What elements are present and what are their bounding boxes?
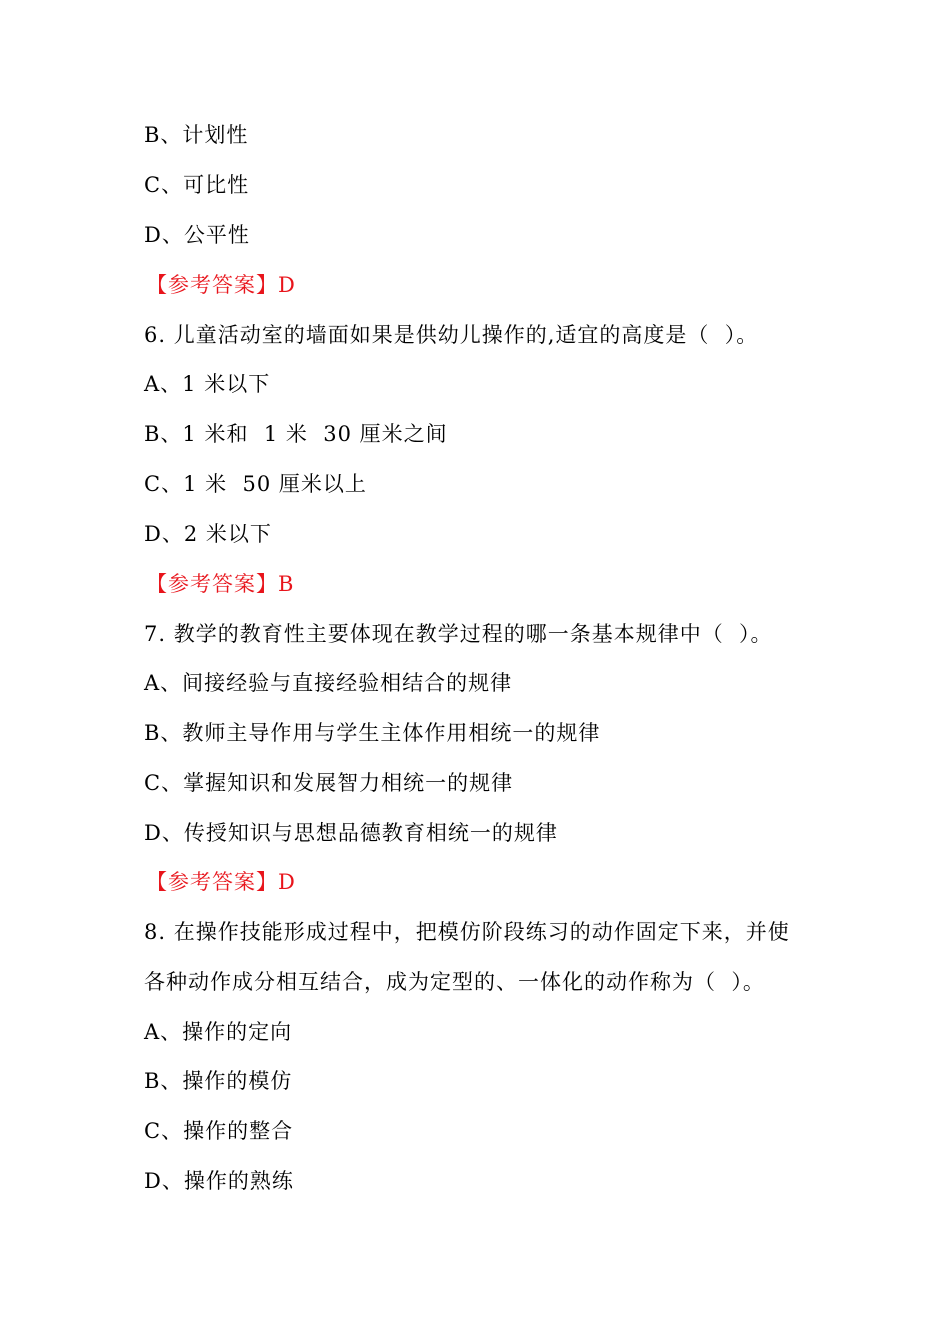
q7-option-d: D、传授知识与思想品德教育相统一的规律 <box>144 821 558 845</box>
q5-option-b: B、计划性 <box>144 123 249 147</box>
q5-option-c: C、可比性 <box>144 173 250 197</box>
q6-option-c: C、1 米 50 厘米以上 <box>144 472 367 496</box>
q8-option-b: B、操作的模仿 <box>144 1069 293 1093</box>
q6-option-b: B、1 米和 1 米 30 厘米之间 <box>144 422 448 446</box>
q7-answer: 【参考答案】D <box>146 870 296 894</box>
q8-option-c: C、操作的整合 <box>144 1119 294 1143</box>
q7-option-b: B、教师主导作用与学生主体作用相统一的规律 <box>144 721 601 745</box>
q8-stem-line2: 各种动作成分相互结合，成为定型的、一体化的动作称为（ ）。 <box>144 970 765 994</box>
q8-option-d: D、操作的熟练 <box>144 1169 294 1193</box>
q7-option-a: A、间接经验与直接经验相结合的规律 <box>144 671 513 695</box>
q8-stem-line1: 8. 在操作技能形成过程中，把模仿阶段练习的动作固定下来，并使 <box>144 920 790 944</box>
q6-answer: 【参考答案】B <box>146 572 295 596</box>
q7-stem: 7. 教学的教育性主要体现在教学过程的哪一条基本规律中（ ）。 <box>144 622 773 646</box>
q6-option-d: D、2 米以下 <box>144 522 272 546</box>
q5-answer: 【参考答案】D <box>146 273 296 297</box>
q6-option-a: A、1 米以下 <box>144 372 271 396</box>
q8-option-a: A、操作的定向 <box>144 1020 293 1044</box>
q6-stem: 6. 儿童活动室的墙面如果是供幼儿操作的,适宜的高度是（ ）。 <box>144 323 759 347</box>
q7-option-c: C、掌握知识和发展智力相统一的规律 <box>144 771 514 795</box>
q5-option-d: D、公平性 <box>144 223 250 247</box>
